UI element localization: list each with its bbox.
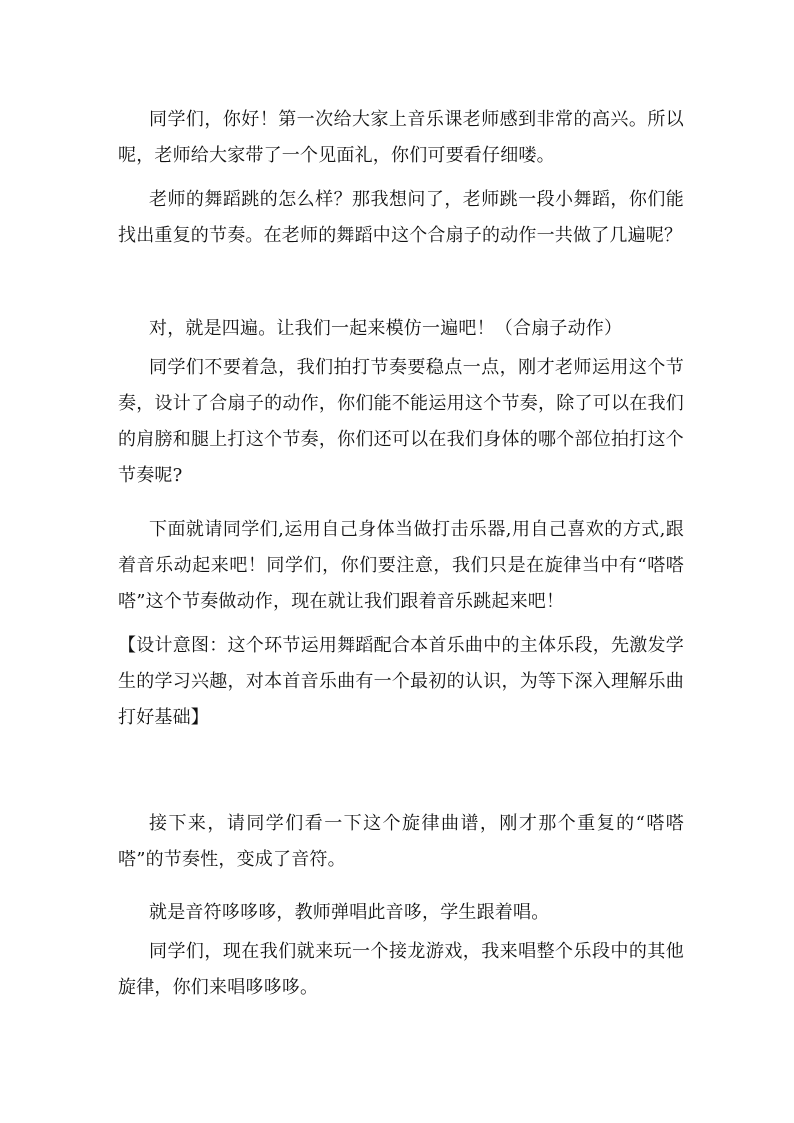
paragraph-dance-question: 老师的舞蹈跳的怎么样？那我想问了，老师跳一段小舞蹈，你们能找出重复的节奏。在老师的舞蹈中这个合扇子的动作一共做了几遍呢？	[118, 189, 684, 246]
paragraph-imitate: 对，就是四遍。让我们一起来模仿一遍吧！（合扇子动作）	[149, 318, 623, 339]
paragraph-design-intent: 【设计意图：这个环节运用舞蹈配合本首乐曲中的主体乐段，先激发学生的学习兴趣，对本首音乐曲有一个最初的认识，为等下深入理解乐曲打好基础】	[118, 635, 684, 728]
paragraph-rhythm: 同学们不要着急，我们拍打节奏要稳点一点，刚才老师运用这个节奏，设计了合扇子的动作，你们能不能运用这个节奏，除了可以在我们的肩膀和腿上打这个节奏，你们还可以在我们身体的哪个部位拍打这个节奏呢?	[118, 357, 684, 486]
paragraph-note-do: 就是音符哆哆哆，教师弹唱此音哆，学生跟着唱。	[149, 902, 550, 923]
paragraph-relay-game: 同学们，现在我们就来玩一个接龙游戏，我来唱整个乐段中的其他旋律，你们来唱哆哆哆。	[118, 941, 684, 998]
paragraph-greeting: 同学们，你好！第一次给大家上音乐课老师感到非常的高兴。所以呢，老师给大家带了一个见面礼，你们可要看仔细喽。	[118, 109, 684, 166]
paragraph-body-percussion: 下面就请同学们,运用自己身体当做打击乐器,用自己喜欢的方式,跟着音乐动起来吧！同学们，你们要注意，我们只是在旋律当中有“嗒嗒嗒”这个节奏做动作，现在就让我们跟着音乐跳起来吧！	[118, 519, 684, 612]
paragraph-melody-score: 接下来，请同学们看一下这个旋律曲谱，刚才那个重复的“嗒嗒嗒”的节奏性，变成了音符。	[118, 813, 684, 870]
